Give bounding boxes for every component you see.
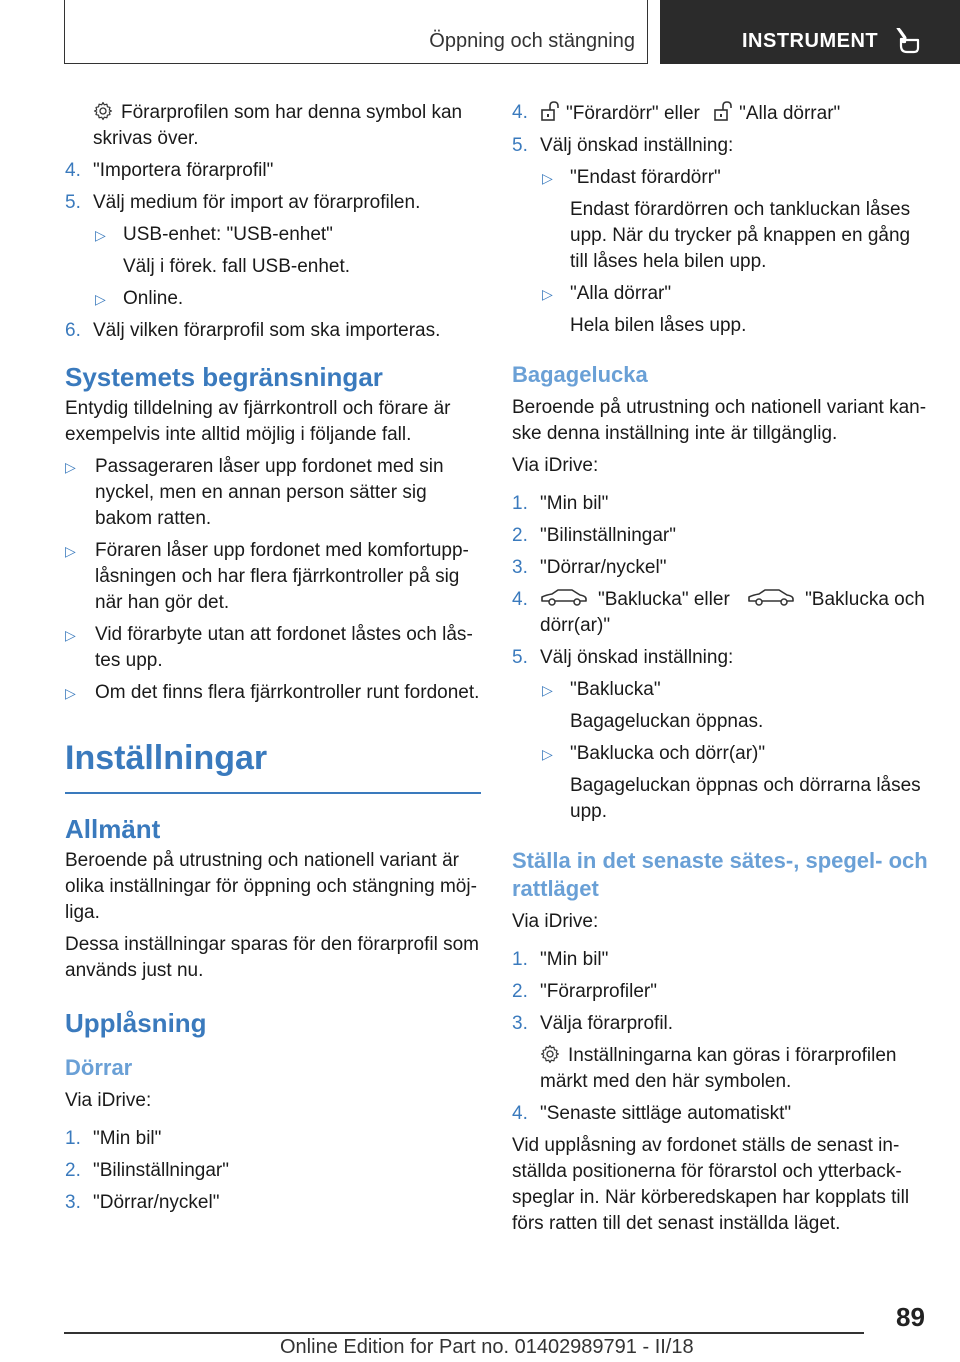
list-item: [512, 979, 928, 1005]
step-text: "Förardörr" eller: [566, 103, 700, 124]
trunk-paragraph: Beroende på utrustning och nationell variant kanske denna inställning inte är tillgänglig.: [512, 397, 927, 444]
list-item: [512, 133, 928, 159]
pointing-hand-icon: [896, 28, 920, 54]
step-number: 4.: [512, 1103, 528, 1124]
step-number: 2.: [65, 1159, 81, 1181]
bullet-text: "Alla dörrar": [570, 283, 672, 304]
section-tab: [64, 0, 648, 64]
bullet-item: [65, 222, 481, 248]
right-column: [512, 100, 928, 1243]
edition-footer: Online Edition for Part no. 01402989791 - II/18: [280, 1336, 694, 1358]
step-text: "Min bil": [540, 493, 609, 514]
step-number: 5.: [512, 647, 528, 668]
bullet-item: [65, 286, 481, 312]
step-text: "Förarprofiler": [540, 981, 657, 1002]
step-number: 4.: [512, 102, 528, 123]
chapter-label: INSTRUMENT: [742, 30, 879, 52]
bullet-subtext: Välj i förek. fall USB-enhet.: [123, 256, 351, 277]
limits-paragraph: Entydig tilldelning av fjärrkontroll och förare är exempelvis inte alltid möjlig i följande fall.: [65, 398, 451, 445]
step-text: Välj vilken förarprofil som ska importeras.: [93, 320, 441, 341]
lock-open-icon: [713, 100, 733, 122]
step-text: "Dörrar/nyckel": [540, 557, 667, 578]
step-number: 3.: [512, 557, 528, 578]
doors-heading: Dörrar: [65, 1054, 133, 1080]
settings-heading: Inställningar: [65, 739, 268, 777]
gear-icon: [93, 101, 113, 121]
gear-icon: [540, 1044, 560, 1064]
left-column: [65, 100, 481, 1222]
step-text: "Min bil": [540, 949, 609, 970]
bullet-text: Vid förarbyte utan att fordonet låstes och låstes upp.: [95, 624, 473, 671]
list-item: [65, 318, 481, 344]
bullet-item: [512, 165, 928, 191]
step-text: "Baklucka och dörr(ar)": [540, 589, 925, 636]
bullet-item: [65, 680, 481, 706]
step-text: "Baklucka" eller: [598, 589, 730, 610]
profile-symbol-note-text: Inställningarna kan göras i förarprofilen märkt med den här symbolen.: [540, 1045, 897, 1092]
bullet-text: "Endast förardörr": [570, 167, 721, 188]
list-item: [512, 1011, 928, 1037]
step-text: "Bilinställningar": [540, 525, 676, 546]
list-item: [512, 1101, 928, 1127]
bullet-text: "Baklucka och dörr(ar)": [570, 743, 766, 764]
triangle-bullet-icon: ▷: [542, 286, 553, 302]
list-item: [65, 190, 481, 216]
step-text: "Alla dörrar": [739, 103, 841, 124]
list-item: [512, 555, 928, 581]
list-item: [512, 523, 928, 549]
bullet-text: Online.: [123, 288, 184, 309]
triangle-bullet-icon: ▷: [542, 682, 553, 698]
step-text: Välj önskad inställning:: [540, 647, 734, 668]
profile-note: [65, 100, 481, 152]
bullet-item: [65, 454, 481, 532]
bullet-item: [512, 281, 928, 307]
list-item: [512, 947, 928, 973]
via-idrive-label: Via iDrive:: [65, 1089, 152, 1111]
trunk-heading: Bagagelucka: [512, 362, 648, 387]
bullet-text: "Baklucka": [570, 679, 661, 700]
footer-rule: [64, 1332, 864, 1334]
step-number: 4.: [65, 160, 81, 181]
unlock-heading: Upplåsning: [65, 1007, 207, 1038]
seat-paragraph: Vid upplåsning av fordonet ställs de senast inställda positionerna för förarstol och ytterbackspeglar in. När körberedskapen har kopplats till förs ratten till det senast inställda läget.: [512, 1135, 910, 1234]
step-text: Välja förarprofil.: [540, 1013, 674, 1034]
step-text: Välj medium för import av förarprofilen.: [93, 192, 421, 213]
page-number: 89: [896, 1302, 925, 1332]
car-trunk-icon: [747, 587, 795, 607]
step-number: 1.: [512, 493, 528, 514]
bullet-subtext: Bagageluckan öppnas.: [570, 711, 764, 732]
step-number: 6.: [65, 320, 81, 341]
bullet-text: Föraren låser upp fordonet med komfortupplåsningen och har flera fjärrkontroller på sig när han gör det.: [95, 540, 469, 613]
step-number: 2.: [512, 525, 528, 546]
bullet-item: [65, 622, 481, 674]
step-number: 3.: [65, 1191, 81, 1213]
page-header: [0, 0, 960, 66]
section-title: Öppning och stängning: [429, 30, 635, 52]
bullet-text: USB-enhet: "USB-enhet": [123, 224, 333, 245]
general-paragraph-1: Beroende på utrustning och nationell variant är olika inställningar för öppning och stängning möjliga.: [65, 849, 477, 923]
bullet-text: Om det finns flera fjärrkontroller runt fordonet.: [95, 682, 480, 703]
general-paragraph-2: Dessa inställningar sparas för den förarprofil som används just nu.: [65, 933, 479, 981]
bullet-item: [65, 538, 481, 616]
bullet-item: [512, 741, 928, 767]
step-number: 2.: [512, 981, 528, 1002]
triangle-bullet-icon: ▷: [95, 227, 106, 243]
profile-symbol-note: [512, 1043, 928, 1095]
step-text: "Importera förarprofil": [93, 160, 274, 181]
bullet-item: [512, 677, 928, 703]
limits-heading: Systemets begränsningar: [65, 362, 383, 392]
general-heading: Allmänt: [65, 813, 161, 844]
list-item: [65, 158, 481, 184]
list-item: [65, 1190, 481, 1216]
list-item: [512, 587, 928, 639]
lock-open-icon: [540, 100, 560, 122]
triangle-bullet-icon: ▷: [65, 627, 76, 643]
list-item: [512, 645, 928, 671]
via-idrive-label: Via iDrive:: [512, 455, 599, 476]
triangle-bullet-icon: ▷: [65, 685, 76, 701]
step-text: "Senaste sittläge automatiskt": [540, 1103, 792, 1124]
step-text: "Dörrar/nyckel": [93, 1191, 220, 1213]
step-text: Välj önskad inställning:: [540, 135, 734, 156]
bullet-subtext: Bagageluckan öppnas och dörrarna låses upp.: [570, 775, 921, 822]
step-text: "Min bil": [93, 1127, 162, 1149]
seat-heading: Ställa in det senaste sätes-, spegel- och rattläget: [512, 848, 928, 901]
profile-note-text: Förarprofilen som har denna symbol kan skrivas över.: [93, 102, 463, 149]
triangle-bullet-icon: ▷: [65, 459, 76, 475]
list-item: [512, 491, 928, 517]
triangle-bullet-icon: ▷: [542, 170, 553, 186]
step-number: 4.: [512, 589, 528, 610]
bullet-text: Passageraren låser upp fordonet med sin nyckel, men en annan person sätter sig bakom ratten.: [95, 456, 444, 529]
step-text: "Bilinställningar": [93, 1159, 229, 1181]
bullet-subtext: Endast förardörren och tankluckan låses upp. När du trycker på knappen en gång till låses hela bilen upp.: [570, 199, 911, 272]
step-number: 1.: [65, 1127, 81, 1149]
step-number: 5.: [512, 135, 528, 156]
step-number: 5.: [65, 192, 81, 213]
car-trunk-icon: [540, 587, 588, 607]
triangle-bullet-icon: ▷: [542, 746, 553, 762]
step-number: 3.: [512, 1013, 528, 1034]
list-item: [65, 1126, 481, 1152]
list-item: [65, 1158, 481, 1184]
list-item: [512, 100, 928, 127]
bullet-subtext: Hela bilen låses upp.: [570, 315, 747, 336]
step-number: 1.: [512, 949, 528, 970]
triangle-bullet-icon: ▷: [95, 291, 106, 307]
triangle-bullet-icon: ▷: [65, 543, 76, 559]
chapter-tab: [660, 0, 960, 64]
heading-rule: [65, 792, 481, 794]
via-idrive-label: Via iDrive:: [512, 911, 599, 932]
